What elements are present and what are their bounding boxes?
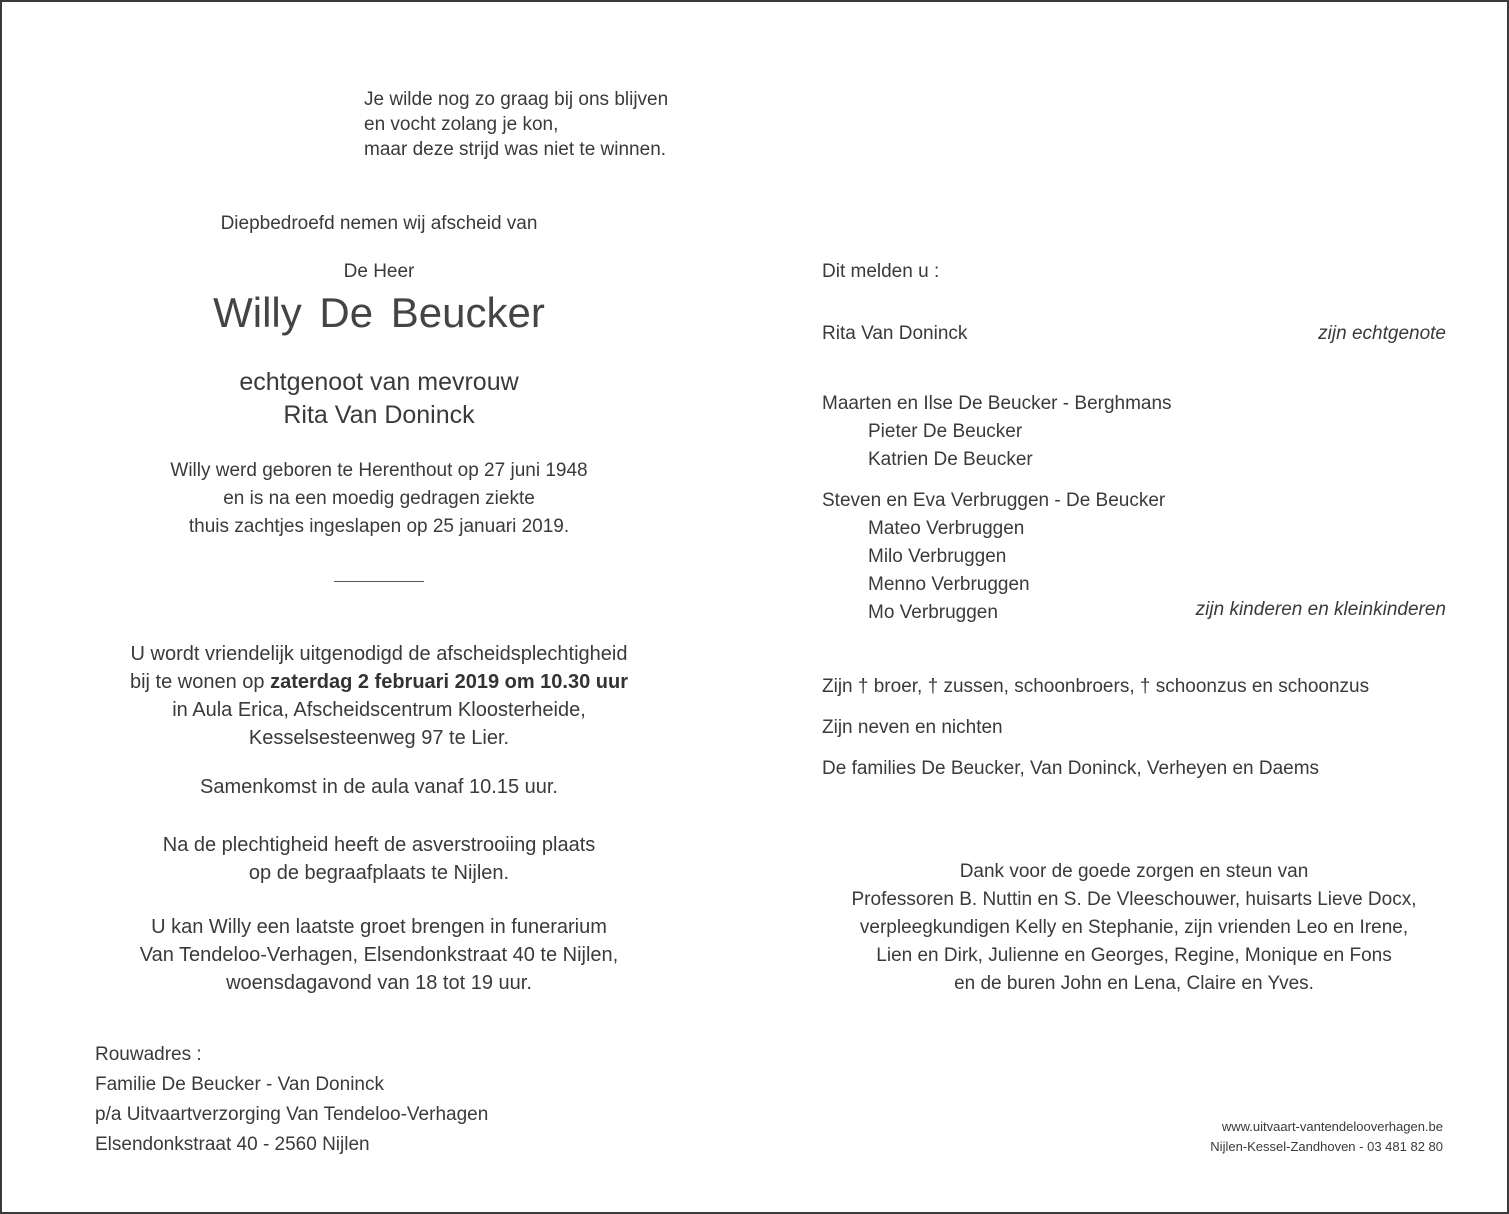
grandchild-name: Pieter De Beucker	[868, 421, 1023, 442]
spouse-line: echtgenoot van mevrouw	[239, 368, 519, 396]
farewell-line: U kan Willy een laatste groet brengen in funerarium	[151, 916, 607, 938]
funeral-home-visit	[2, 913, 756, 997]
other-relatives	[822, 666, 1369, 789]
invite-line	[2, 668, 756, 696]
grandchild-name: Mo Verbruggen	[868, 602, 998, 623]
intro-text: Diepbedroefd nemen wij afscheid van	[220, 213, 538, 234]
address-line: Rouwadres :	[95, 1044, 202, 1065]
farewell-line: Van Tendeloo-Verhagen, Elsendonkstraat 40 te Nijlen,	[139, 944, 619, 966]
website-link[interactable]: www.uitvaart-vantendelooverhagen.be	[1221, 1119, 1443, 1134]
announce-heading: Dit melden u :	[822, 261, 940, 282]
invite-line: in Aula Erica, Afscheidscentrum Kloosterheide,	[172, 699, 586, 721]
grandchild-name: Mateo Verbruggen	[868, 518, 1025, 539]
invite-text: bij te wonen op	[129, 671, 271, 693]
deceased-name: Willy De Beucker	[213, 289, 545, 336]
thanks-line: Dank voor de goede zorgen en steun van	[959, 861, 1309, 882]
contact-line: Nijlen-Kessel-Zandhoven - 03 481 82 80	[1210, 1139, 1443, 1154]
spouse-relation-label: zijn echtgenote	[1318, 323, 1446, 344]
family-head: Steven en Eva Verbruggen - De Beucker	[822, 490, 1166, 511]
detail-line: Willy werd geboren te Herenthout op 27 juni 1948	[170, 460, 588, 481]
spouse-block	[2, 366, 756, 432]
grandchild-name: Katrien De Beucker	[868, 449, 1033, 470]
relatives-line: Zijn neven en nichten	[822, 717, 1003, 738]
children-relation-label: zijn kinderen en kleinkinderen	[1195, 599, 1446, 620]
address-line: Elsendonkstraat 40 - 2560 Nijlen	[95, 1134, 370, 1155]
spouse-row	[822, 323, 1446, 345]
detail-line: thuis zachtjes ingeslapen op 25 januari 2019.	[188, 516, 570, 537]
poem	[364, 87, 668, 162]
poem-line: maar deze strijd was niet te winnen.	[364, 139, 667, 160]
gathering-time: Samenkomst in de aula vanaf 10.15 uur.	[199, 776, 558, 798]
family-head: Maarten en Ilse De Beucker - Berghmans	[822, 393, 1172, 414]
children-list	[822, 390, 1172, 627]
after-line: Na de plechtigheid heeft de asverstrooiing plaats	[162, 834, 596, 856]
title-prefix: De Heer	[343, 261, 415, 282]
birth-death-details	[2, 457, 756, 541]
spouse-relative-name: Rita Van Doninck	[822, 323, 968, 344]
poem-line: Je wilde nog zo graag bij ons blijven	[364, 89, 669, 110]
spouse-name: Rita Van Doninck	[283, 401, 475, 429]
thanks-line: Lien en Dirk, Julienne en Georges, Regine, Monique en Fons	[876, 945, 1392, 966]
address-line: Familie De Beucker - Van Doninck	[95, 1074, 384, 1095]
farewell-line: woensdagavond van 18 tot 19 uur.	[226, 972, 532, 994]
relatives-line: Zijn † broer, † zussen, schoonbroers, † schoonzus en schoonzus	[822, 676, 1370, 697]
detail-line: en is na een moedig gedragen ziekte	[223, 488, 535, 509]
after-line: op de begraafplaats te Nijlen.	[248, 862, 510, 884]
grandchild-name: Milo Verbruggen	[868, 546, 1007, 567]
address-line: p/a Uitvaartverzorging Van Tendeloo-Verhagen	[95, 1104, 489, 1125]
ash-scattering	[2, 831, 756, 887]
funeral-home-footer	[1210, 1117, 1443, 1157]
invite-line: U wordt vriendelijk uitgenodigd de afscheidsplechtigheid	[130, 643, 628, 665]
relatives-line: De families De Beucker, Van Doninck, Verheyen en Daems	[822, 758, 1320, 779]
invite-line: Kesselsesteenweg 97 te Lier.	[248, 727, 510, 749]
grandchild-name: Menno Verbruggen	[868, 574, 1030, 595]
thanks-line: Professoren B. Nuttin en S. De Vleeschouwer, huisarts Lieve Docx,	[851, 889, 1417, 910]
thanks-line: en de buren John en Lena, Claire en Yves.	[954, 973, 1314, 994]
mourning-address	[95, 1040, 488, 1160]
thanks-line: verpleegkundigen Kelly en Stephanie, zijn vrienden Leo en Irene,	[859, 917, 1409, 938]
divider	[334, 581, 424, 582]
thanks-block	[822, 858, 1446, 998]
ceremony-datetime: zaterdag 2 februari 2019 om 10.30 uur	[270, 671, 629, 693]
ceremony-invitation	[2, 640, 756, 752]
poem-line: en vocht zolang je kon,	[364, 114, 559, 135]
